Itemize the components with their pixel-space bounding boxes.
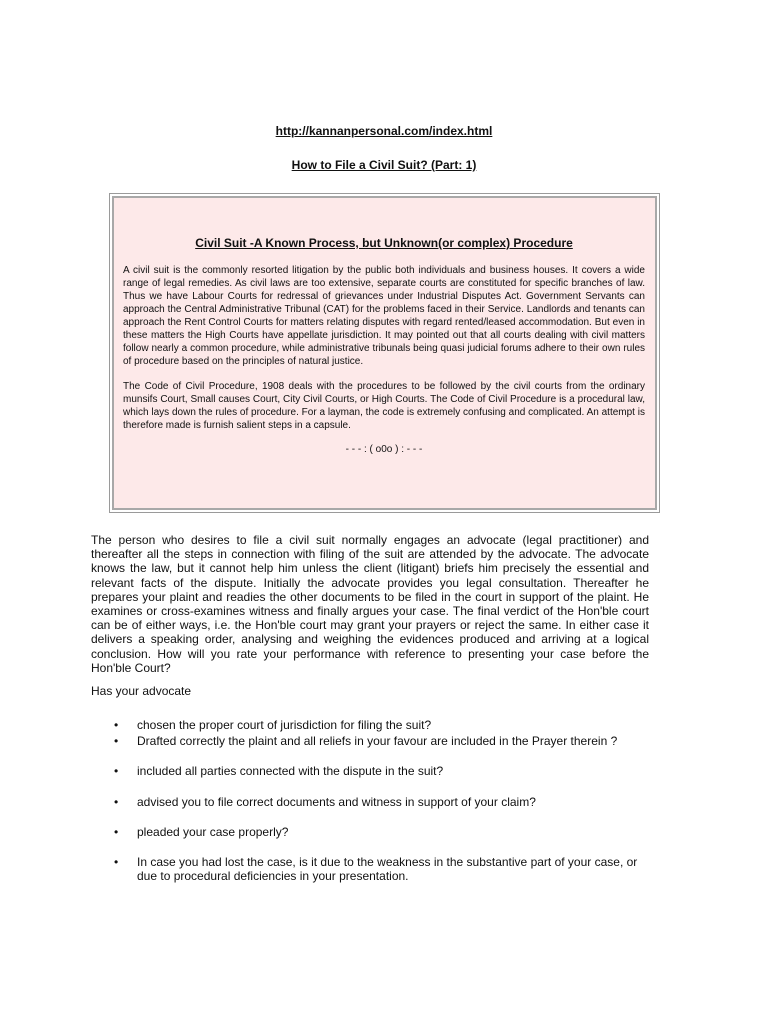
list-item bbox=[114, 764, 654, 778]
list-item-text: pleaded your case properly? bbox=[137, 824, 289, 839]
bullet-icon: • bbox=[114, 718, 119, 732]
list-item-text: included all parties connected with the dispute in the suit? bbox=[137, 764, 444, 779]
list-item bbox=[114, 855, 654, 883]
document-title: How to File a Civil Suit? (Part: 1) bbox=[291, 158, 477, 172]
list-item bbox=[114, 734, 654, 748]
list-item-text: advised you to file correct documents and witness in support of your claim? bbox=[137, 794, 536, 809]
bullet-icon: • bbox=[114, 734, 119, 749]
list-item-text: Drafted correctly the plaint and all reliefs in your favour are included in the Prayer therein ? bbox=[137, 734, 618, 749]
question-list bbox=[114, 718, 654, 883]
bullet-icon: • bbox=[114, 764, 119, 779]
bullet-icon: • bbox=[114, 824, 119, 839]
bullet-icon: • bbox=[114, 855, 119, 870]
intro-paragraph-2: The Code of Civil Procedure, 1908 deals with the procedures to be followed by the civil courts from the ordinary munsifs Court, Small causes Court, City Civil Courts, or High Courts. The Code of Civil Procedure is a procedural law, which lays down the rules of procedure. For a layman, the code is extremely confusing and complicated. An attempt is therefore made is furnish salient steps in a capsule. bbox=[123, 381, 645, 431]
intro-separator: - - - : ( o0o ) : - - - bbox=[345, 444, 423, 455]
question-intro: Has your advocate bbox=[91, 684, 192, 698]
source-url-link[interactable]: http://kannanpersonal.com/index.html bbox=[275, 124, 493, 138]
intro-paragraph-1: A civil suit is the commonly resorted litigation by the public both individuals and business houses. It covers a wide range of legal remedies. As civil laws are too extensive, separate courts are constituted for specific branches of law. Thus we have Labour Courts for redressal of grievances under Industrial Disputes Act. Government Servants can approach the Central Administrative Tribunal (CAT) for the problems faced in their Service. Landlords and tenants can approach the Rent Control Courts for matters relating disputes with regard rented/leased accommodation. But even in these matters the High Courts have appellate jurisdiction. It may pointed out that all courts dealing with civil matters follow nearly a common procedure, while administrative tribunals being quasi judicial forums adhere to their own rules of procedure based on the principles of natural justice. bbox=[123, 265, 645, 367]
intro-box-inner bbox=[112, 196, 657, 510]
list-item bbox=[114, 718, 654, 732]
intro-box bbox=[109, 193, 660, 513]
list-item-text: chosen the proper court of jurisdiction for filing the suit? bbox=[137, 718, 432, 732]
list-item-text: In case you had lost the case, is it due to the weakness in the substantive part of your case, or due to procedural deficiencies in your presentation. bbox=[137, 855, 638, 884]
main-paragraph: The person who desires to file a civil suit normally engages an advocate (legal practitioner) and thereafter all the steps in connection with filing of the suit are attended by the advocate. The advocate knows the law, but it cannot help him unless the client (litigant) briefs him precisely the essential and relevant facts of the dispute. Initially the advocate provides you legal consultation. Thereafter he prepares your plaint and readies the other documents to be filed in the court in support of the plaint. He examines or cross-examines witness and finally argues your case. The final verdict of the Hon'ble court can be of either ways, i.e. the Hon'ble court may grant your prayers or reject the same. In either case it delivers a speaking order, analysing and weighing the evidences produced and arriving at a logical conclusion. How will you rate your performance with reference to presenting your case before the Hon'ble Court? bbox=[91, 533, 649, 675]
bullet-icon: • bbox=[114, 794, 119, 809]
list-item bbox=[114, 825, 654, 839]
intro-box-heading: Civil Suit -A Known Process, but Unknown(or complex) Procedure bbox=[195, 236, 573, 250]
list-item bbox=[114, 795, 654, 809]
